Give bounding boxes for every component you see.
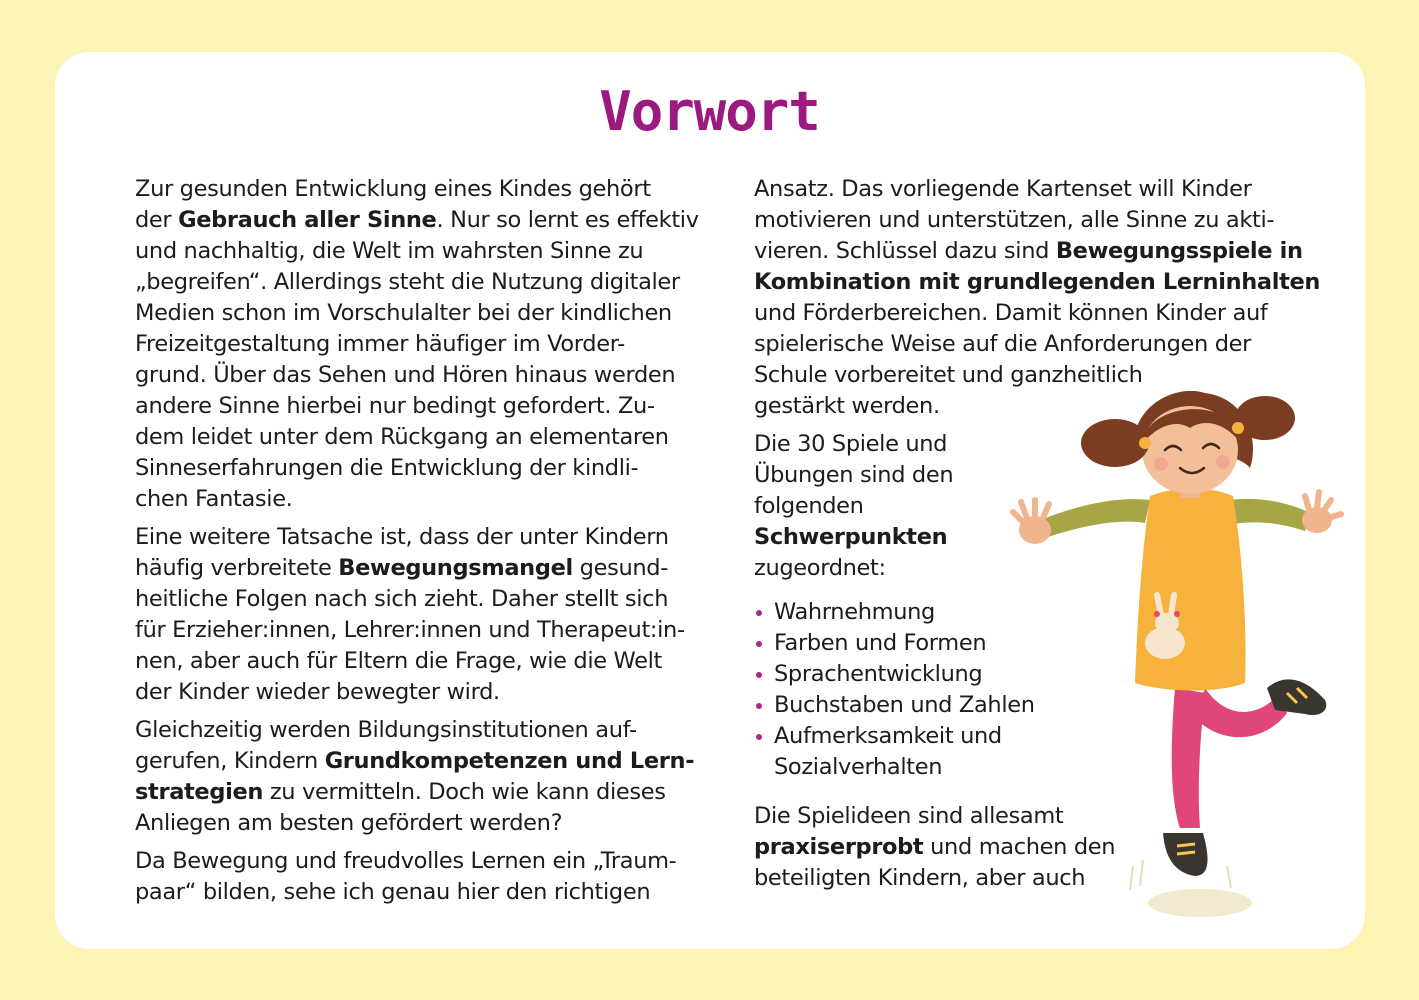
emphasis: Gebrauch aller Sinne [178,207,437,233]
shirt [1135,489,1246,691]
emphasis: strategien [135,779,264,805]
text-line: Gleichzeitig werden Bildungsinstitutionen auf- [135,717,637,743]
paragraph [135,846,695,908]
text-line: Medien schon im Vorschulalter bei der kindlichen [135,300,672,326]
right-shoe [1267,679,1326,715]
text-line: Zur gesunden Entwicklung eines Kindes gehört [135,176,651,202]
text-line: nen, aber auch für Eltern die Frage, wie die Welt [135,648,662,674]
text-line [754,267,1321,298]
ground-shadow [1148,889,1252,917]
paragraph [135,174,699,515]
text-line: Die 30 Spiele und [754,431,948,457]
paragraph [754,174,1321,422]
emphasis: Kombination mit grundlegenden Lerninhalten [754,269,1321,295]
text-line: chen Fantasie. [135,486,293,512]
right-arm [1230,499,1310,531]
text-line: Übungen sind den [754,462,954,488]
bunny-flower [1174,611,1180,617]
emphasis: Grundkompetenzen und Lern- [324,748,695,774]
list-item: Farben und Formen [754,628,1314,659]
text-line: strategien zu vermitteln. Doch wie kann dieses [135,779,666,805]
list-item: Sprachentwicklung [754,659,1314,690]
text-line: Freizeitgestaltung immer häufiger im Vorder- [135,331,625,357]
text-line: praxiserprobt und machen den [754,834,1116,860]
text-line: „begreifen“. Allerdings steht die Nutzung digitaler [135,269,680,295]
text-line: gerufen, Kindern Grundkompetenzen und Lern- [135,748,695,774]
text-line: beteiligten Kindern, aber auch [754,865,1086,891]
text-line: der Gebrauch aller Sinne. Nur so lernt es effektiv [135,207,699,233]
left-pigtail [1081,419,1149,467]
text-line: Anliegen am besten gefördert werden? [135,810,563,836]
text-line: spielerische Weise auf die Anforderungen der [754,331,1252,357]
list-item: Wahrnehmung [754,597,1314,628]
text-line: grund. Über das Sehen und Hören hinaus werden [135,362,676,388]
text-line: und Förderbereichen. Damit können Kinder auf [754,300,1268,326]
right-pigtail [1235,396,1295,440]
emphasis: Schwerpunkten [754,524,948,550]
text-line: Ansatz. Das vorliegende Kartenset will Kinder [754,176,1252,202]
text-line: zugeordnet: [754,555,886,581]
text-line: für Erzieher:innen, Lehrer:innen und Therapeut:in- [135,617,685,643]
dancing-girl-illustration [1005,388,1345,933]
text-line: heitliche Folgen nach sich zieht. Daher stellt sich [135,586,669,612]
text-line: vieren. Schlüssel dazu sind Bewegungsspiele in [754,238,1303,264]
bunny-flower [1154,611,1160,617]
list-item: Aufmerksamkeit und [754,721,1314,752]
hair-tie [1139,437,1151,449]
left-arm [1041,499,1150,538]
cheek [1216,455,1230,469]
text-line: motivieren und unterstützen, alle Sinne zu akti- [754,207,1275,233]
text-line: andere Sinne hierbei nur bedingt gefordert. Zu- [135,393,655,419]
left-column [135,174,699,915]
text-line: paar“ bilden, sehe ich genau hier den richtigen [135,879,651,905]
text-line: folgenden [754,493,864,519]
text-line: Schule vorbereitet und ganzheitlich [754,362,1143,388]
emphasis: Bewegungsspiele in [1055,238,1303,264]
paragraph [135,715,695,839]
text-line: Sinneserfahrungen die Entwicklung der kindli- [135,455,639,481]
text-line: Die Spielideen sind allesamt [754,803,1064,829]
emphasis: Bewegungsmangel [338,555,573,581]
page-title: Vorwort [599,80,820,143]
text-line: und nachhaltig, die Welt im wahrsten Sinne zu [135,238,644,264]
text-line: der Kinder wieder bewegter wird. [135,679,500,705]
list-item: Buchstaben und Zahlen [754,690,1314,721]
paragraph [135,522,695,708]
text-line: Eine weitere Tatsache ist, dass der unter Kindern [135,524,669,550]
text-line: gestärkt werden. [754,393,940,419]
text-line: häufig verbreitete Bewegungsmangel gesund- [135,555,668,581]
hair-tie [1232,422,1244,434]
list-item-continuation: Sozialverhalten [774,754,943,780]
text-line: Da Bewegung und freudvolles Lernen ein „Traum- [135,848,677,874]
emphasis: praxiserprobt [754,834,924,860]
cheek [1154,457,1168,471]
text-line: dem leidet unter dem Rückgang an elementaren [135,424,669,450]
